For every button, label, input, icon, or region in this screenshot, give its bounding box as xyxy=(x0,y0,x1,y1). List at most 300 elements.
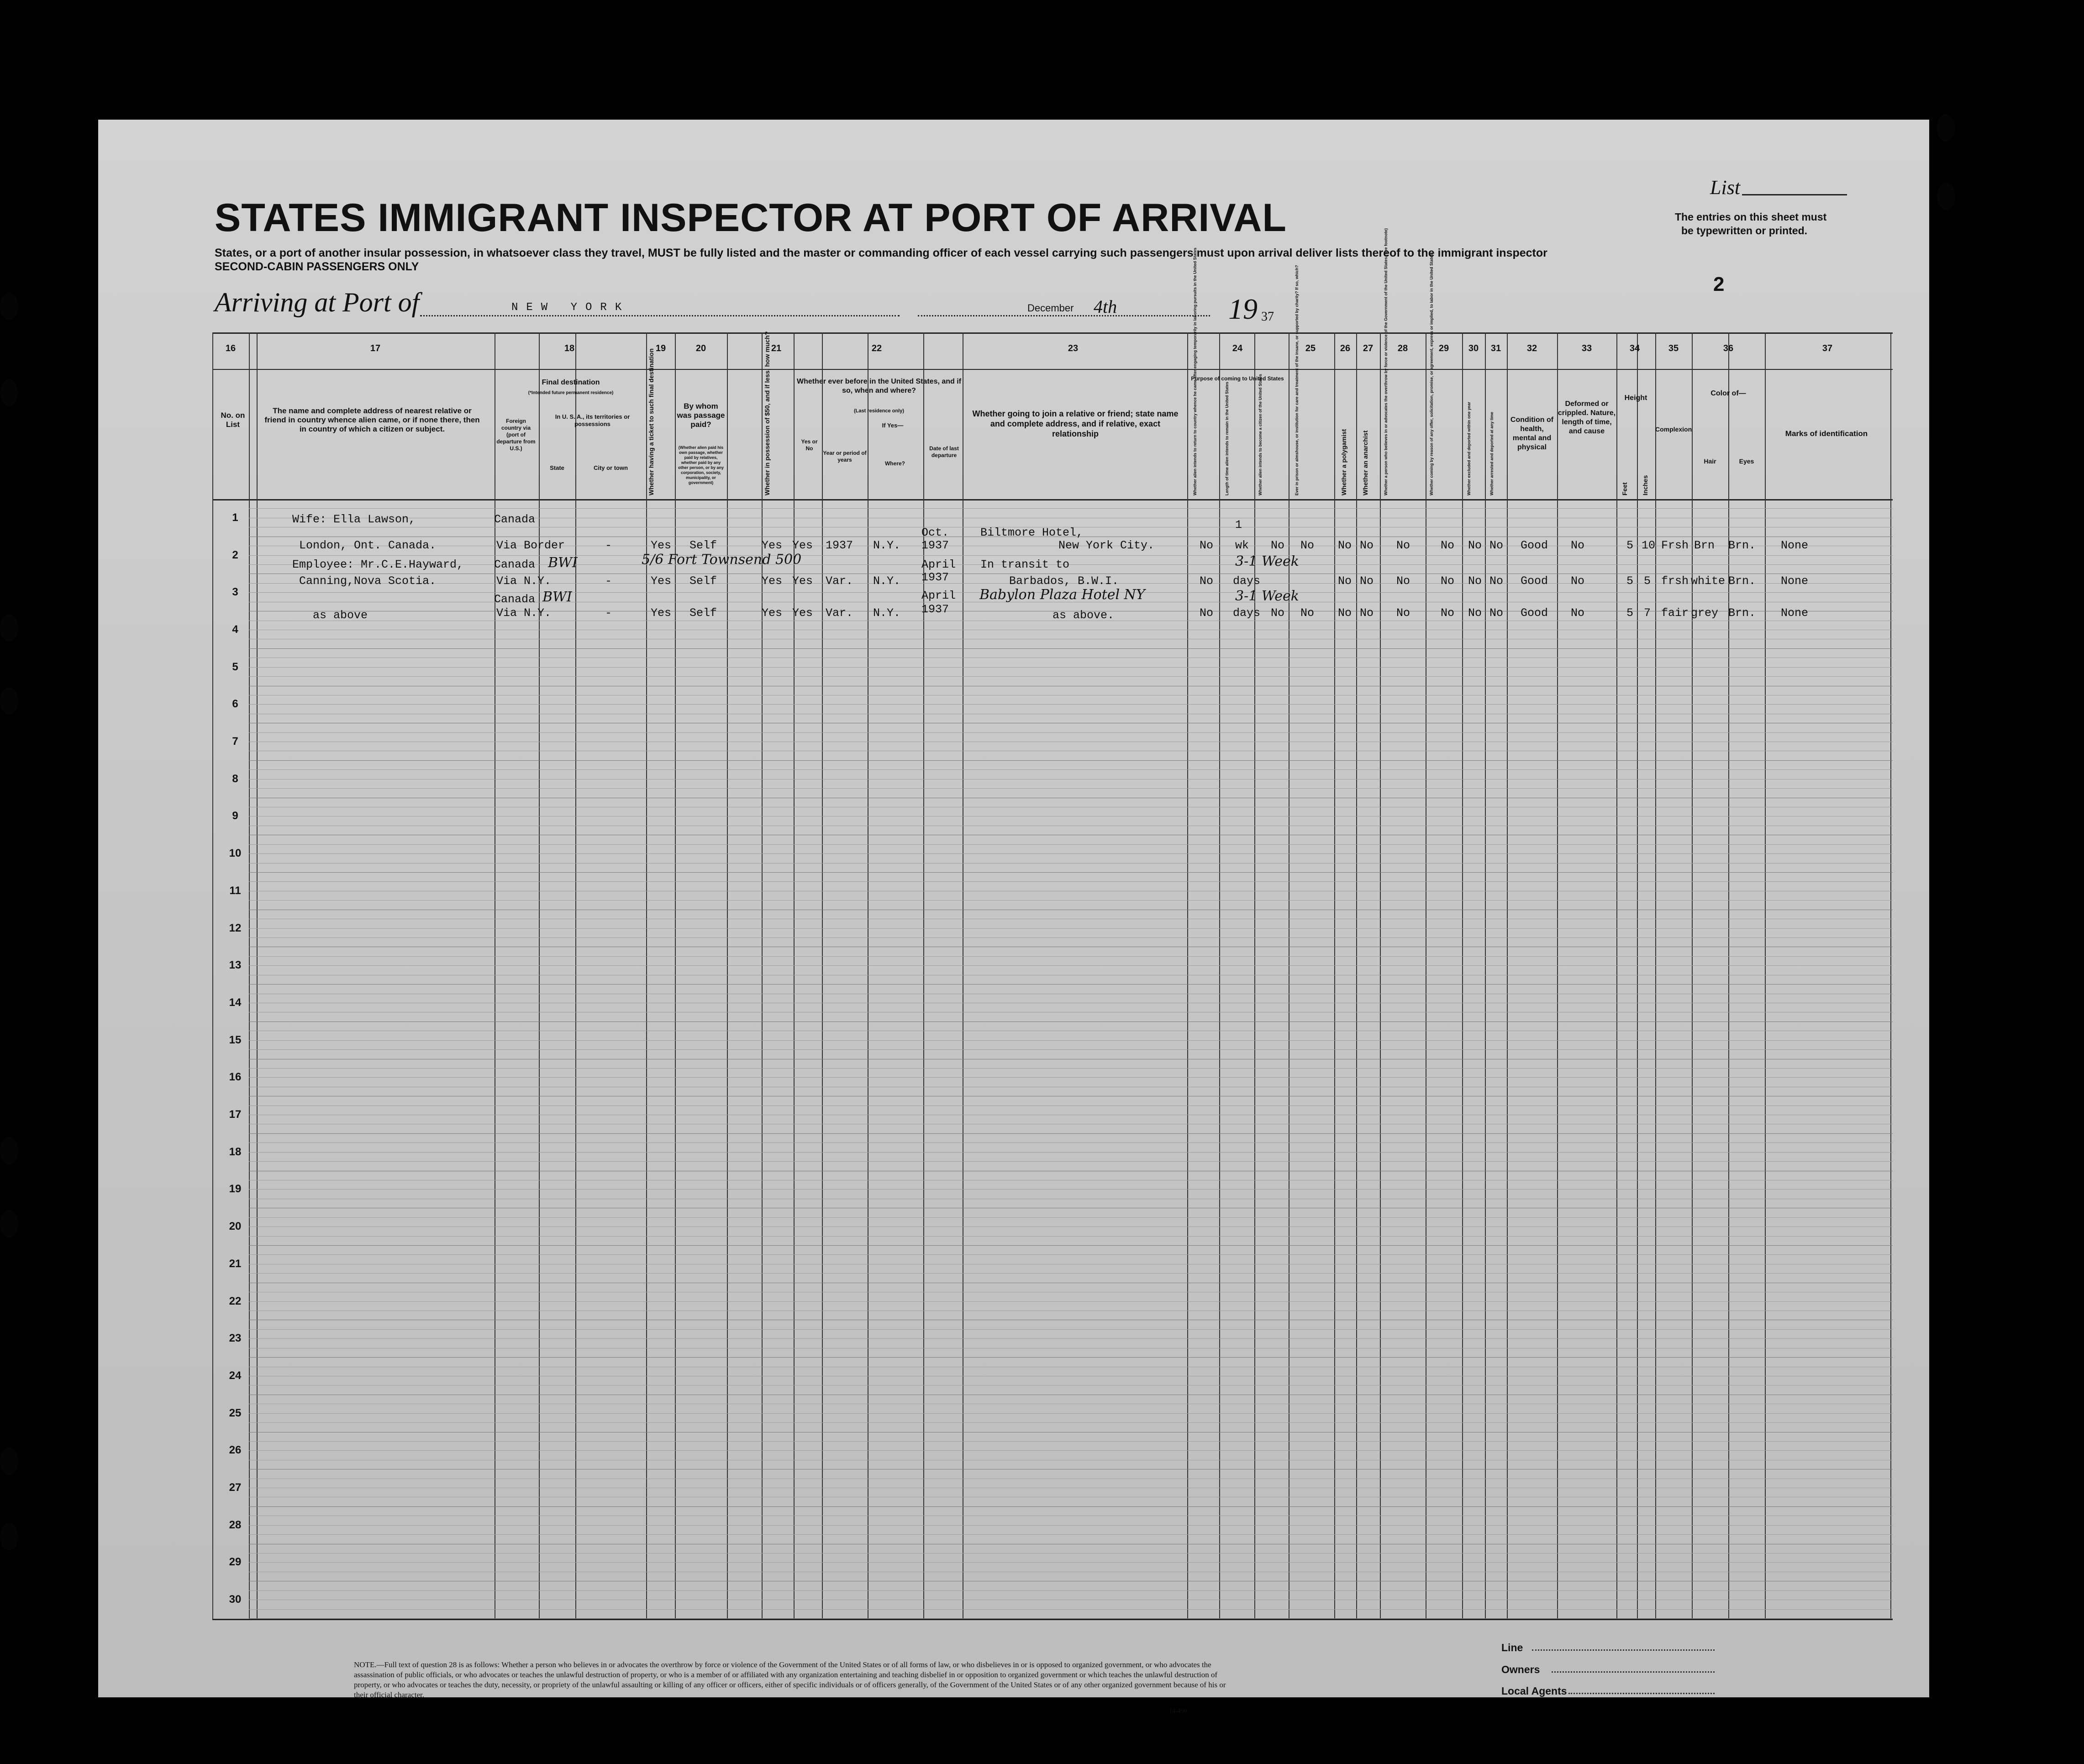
binder-hole xyxy=(0,379,18,406)
binder-hole xyxy=(0,614,18,642)
row3-polygamist: No xyxy=(1338,606,1352,620)
column-rule xyxy=(1692,332,1693,1619)
row1-feet: 5 xyxy=(1626,539,1634,552)
row-number: 11 xyxy=(229,884,241,897)
column-rule xyxy=(1507,332,1508,1619)
row1-deformed: No xyxy=(1571,539,1585,552)
header-purpose-b: Length of time alien intends to remain in the United States xyxy=(1225,381,1229,495)
header-polygamist: Whether a polygamist xyxy=(1340,429,1347,495)
header-usa: In U. S. A., its territories or possessions xyxy=(555,413,630,427)
row1-city: - xyxy=(605,539,612,552)
row-number: 4 xyxy=(232,623,238,636)
row1-prison: No xyxy=(1300,539,1315,552)
row-subrule xyxy=(249,853,1893,854)
row2-anarchist: No xyxy=(1360,574,1374,588)
row3-return: No xyxy=(1200,606,1214,620)
row2-deported: No xyxy=(1489,574,1504,588)
binder-hole xyxy=(0,1448,18,1475)
row2-foreign-line2: Via N.Y. xyxy=(496,574,552,588)
column-rule xyxy=(1356,332,1357,1619)
row-subrule xyxy=(249,956,1893,957)
header-marks: Marks of identification xyxy=(1785,429,1868,438)
row3-paid-by: Self xyxy=(689,606,717,620)
row-subrule xyxy=(249,1301,1893,1302)
row3-complexion: fair xyxy=(1661,606,1689,620)
row-rule xyxy=(249,1245,1893,1246)
row-number: 27 xyxy=(229,1481,242,1494)
row3-deformed: No xyxy=(1571,606,1585,620)
column-number: 25 xyxy=(1305,343,1316,353)
header-deported: Whether arrested and deported at any time xyxy=(1489,411,1494,495)
header-bottom-rule xyxy=(212,499,1893,500)
header-color-of: Color of— xyxy=(1710,390,1746,397)
row1-return: No xyxy=(1200,539,1214,552)
binder-hole xyxy=(1937,183,1955,210)
row3-citizen: No xyxy=(1271,606,1285,620)
row2-complexion: frsh xyxy=(1661,574,1689,588)
row-number: 18 xyxy=(229,1145,242,1158)
column-rule xyxy=(1380,332,1381,1619)
header-paid-by: By whom was passage paid? xyxy=(677,402,725,429)
form-number: 14-490 xyxy=(1169,1708,1187,1715)
owners-label: Owners xyxy=(1501,1664,1540,1675)
row2-foreign-line1: Canada xyxy=(494,558,536,571)
row-number: 1 xyxy=(232,511,238,524)
header-complexion: Complexion xyxy=(1655,426,1692,433)
column-rule xyxy=(822,332,823,1619)
row2-before-yesno: Yes xyxy=(792,574,813,588)
row-number: 23 xyxy=(229,1332,242,1345)
column-rule xyxy=(575,332,576,1619)
row-number: 16 xyxy=(229,1071,242,1084)
column-number: 17 xyxy=(370,343,381,353)
row1-foreign-line2: Via Border xyxy=(496,539,565,552)
row-number: 6 xyxy=(232,698,238,711)
row1-paid-by: Self xyxy=(689,539,717,552)
row1-contract: No xyxy=(1441,539,1455,552)
date-handwritten: 4th xyxy=(1094,296,1117,317)
column-number: 27 xyxy=(1363,343,1374,353)
column-rule xyxy=(1557,332,1558,1619)
manifest-sheet xyxy=(98,120,1929,1697)
row1-join-line1: Biltmore Hotel, xyxy=(980,526,1084,539)
local-agents-label: Local Agents xyxy=(1501,1685,1567,1697)
header-anarchist: Whether an anarchist xyxy=(1362,430,1369,495)
row3-join-handwritten: Babylon Plaza Hotel NY xyxy=(979,587,1145,603)
row-rule xyxy=(249,984,1893,985)
binder-hole xyxy=(0,1137,18,1164)
header-prison: Ever in prison or almshouse, or institution for care and treatment of the insane, or supported by charity? If so, which? xyxy=(1295,265,1299,495)
row-number: 19 xyxy=(229,1183,242,1195)
row2-relative-line2: Canning,Nova Scotia. xyxy=(299,574,437,588)
header-where: Where? xyxy=(884,460,905,467)
header-height: Height xyxy=(1624,394,1647,402)
column-number: 30 xyxy=(1468,343,1479,353)
row1-money: Yes xyxy=(762,539,783,552)
row-number: 8 xyxy=(232,772,238,785)
column-number-rule xyxy=(212,369,1893,370)
row-subrule xyxy=(249,1040,1893,1041)
row1-length-line2: wk xyxy=(1235,539,1249,552)
row1-citizen: No xyxy=(1271,539,1285,552)
column-number: 32 xyxy=(1526,343,1537,353)
row2-deformed: No xyxy=(1571,574,1585,588)
header-purpose: Purpose of coming to United States xyxy=(1191,375,1284,382)
row-subrule xyxy=(249,508,1893,509)
row2-length-handwritten: 3-1 Week xyxy=(1235,553,1299,569)
row2-money: Yes xyxy=(762,574,783,588)
header-money: Whether in possession of $50, and if less, how much? xyxy=(763,331,771,495)
owners-field xyxy=(1552,1671,1715,1673)
year-suffix: 37 xyxy=(1261,310,1274,324)
row2-paid-by: Self xyxy=(689,574,717,588)
page-title: STATES IMMIGRANT INSPECTOR AT PORT OF ARRIVAL xyxy=(215,196,1287,240)
row-rule xyxy=(249,1618,1893,1619)
row3-before-date-line1: April xyxy=(921,589,956,602)
row1-excluded: No xyxy=(1468,539,1482,552)
row-number: 10 xyxy=(229,847,242,860)
row2-contract: No xyxy=(1441,574,1455,588)
row-subrule xyxy=(249,1161,1893,1162)
column-rule xyxy=(1616,332,1617,1619)
column-rule xyxy=(1187,332,1188,1619)
column-rule xyxy=(923,332,924,1619)
binder-hole xyxy=(0,292,18,320)
row-number: 30 xyxy=(229,1593,242,1606)
row3-overthrow: No xyxy=(1396,606,1410,620)
row-subrule xyxy=(249,769,1893,770)
row-number: 2 xyxy=(232,548,238,561)
row-subrule xyxy=(249,1450,1893,1451)
row-number: 13 xyxy=(229,959,242,972)
row2-eyes: Brn. xyxy=(1728,574,1756,588)
row-number: 29 xyxy=(229,1556,242,1569)
row3-relative-line2: as above xyxy=(313,609,368,622)
date-label: December xyxy=(1027,302,1074,314)
header-yes-or-no: Yes or No xyxy=(801,438,818,452)
row2-state-handwritten: BWI xyxy=(548,555,578,571)
row3-money: Yes xyxy=(762,606,783,620)
row-number: 3 xyxy=(232,586,238,599)
column-rule xyxy=(1655,332,1656,1619)
header-eyes: Eyes xyxy=(1739,458,1754,465)
row3-city: - xyxy=(605,606,612,620)
column-rule xyxy=(1219,332,1220,1619)
column-number: 22 xyxy=(871,343,882,353)
row-subrule xyxy=(249,1441,1893,1442)
header-last-departure: Date of last departure xyxy=(929,445,959,458)
row-number: 25 xyxy=(229,1406,242,1419)
row2-before-year: Var. xyxy=(826,574,853,588)
row-subrule xyxy=(249,667,1893,668)
binder-hole xyxy=(0,1523,18,1550)
row3-foreign-line1: Canada xyxy=(494,593,536,606)
header-health: Condition of health, mental and physical xyxy=(1510,416,1554,451)
column-number: 16 xyxy=(225,343,236,353)
header-relative: The name and complete address of nearest relative or friend in country whence alien came, or if none there, then in country of which a citizen or subject. xyxy=(264,406,480,433)
row-number: 22 xyxy=(229,1295,242,1307)
port-line xyxy=(420,315,900,316)
column-rule xyxy=(646,332,647,1619)
year-prefix: 19 xyxy=(1228,293,1258,325)
header-feet: Feet xyxy=(1621,482,1628,495)
row1-health: Good xyxy=(1521,539,1548,552)
row-number: 17 xyxy=(229,1108,242,1121)
column-number: 34 xyxy=(1629,343,1640,353)
row3-before-where: N.Y. xyxy=(873,606,901,620)
column-rule xyxy=(675,332,676,1619)
row1-inches: 10 xyxy=(1642,539,1656,552)
row2-feet: 5 xyxy=(1626,574,1634,588)
column-number: 28 xyxy=(1397,343,1408,353)
column-rule xyxy=(212,332,213,1619)
table-bottom-rule xyxy=(212,1619,1893,1620)
column-rule xyxy=(539,332,540,1619)
row1-before-date-line1: Oct. xyxy=(921,526,949,539)
row2-paid-handwritten: 5/6 Fort Townsend 500 xyxy=(642,552,802,568)
row3-length-handwritten: 3-1 Week xyxy=(1235,588,1299,604)
row2-join-line1: In transit to xyxy=(980,558,1070,571)
row3-contract: No xyxy=(1441,606,1455,620)
row2-join-line2: Barbados, B.W.I. xyxy=(1009,574,1119,588)
header-overthrow: Whether a person who believes in or advocates the overthrow by force or violence of the Government of the United States (See footnote) xyxy=(1384,228,1388,495)
cabin-class-line: SECOND-CABIN PASSENGERS ONLY xyxy=(215,260,419,273)
row2-excluded: No xyxy=(1468,574,1482,588)
column-number: 36 xyxy=(1723,343,1734,353)
column-number: 33 xyxy=(1581,343,1592,353)
column-number: 35 xyxy=(1668,343,1679,353)
row-number: 24 xyxy=(229,1369,242,1382)
row2-inches: 5 xyxy=(1644,574,1651,588)
row1-anarchist: No xyxy=(1360,539,1374,552)
row-subrule xyxy=(249,1590,1893,1591)
row-subrule xyxy=(249,555,1893,556)
row3-join-line2: as above. xyxy=(1053,609,1115,622)
header-excluded: Whether excluded and deported within one year xyxy=(1467,401,1471,495)
header-before-in-us: Whether ever before in the United States, and if so, when and where? xyxy=(796,378,962,395)
column-rule xyxy=(1765,332,1766,1619)
row-subrule xyxy=(249,1217,1893,1218)
row-subrule xyxy=(249,844,1893,845)
row-subrule xyxy=(249,732,1893,733)
row-rule xyxy=(249,1133,1893,1134)
row-subrule xyxy=(249,1254,1893,1255)
row3-state-handwritten: BWI xyxy=(542,589,572,605)
local-agents-field xyxy=(1568,1693,1715,1694)
row2-ticket: Yes xyxy=(651,574,672,588)
row-rule xyxy=(249,648,1893,649)
row3-before-yesno: Yes xyxy=(792,606,813,620)
column-number: 18 xyxy=(564,343,575,353)
header-year: Year or period of years xyxy=(823,450,867,463)
row-number: 26 xyxy=(229,1444,242,1457)
header-join-relative: Whether going to join a relative or friend; state name and complete address, and if relative, exact relationship xyxy=(972,409,1179,438)
row-rule xyxy=(249,760,1893,761)
header-purpose-c: Whether alien intends to become a citizen of the United States xyxy=(1258,374,1263,495)
header-contract-labor: Whether coming by reason of any offer, solicitation, promise, or agreement, express or implied, to labor in the United States xyxy=(1429,253,1434,495)
row2-city: - xyxy=(605,574,612,588)
row-number: 21 xyxy=(229,1257,242,1270)
row3-feet: 5 xyxy=(1626,606,1634,620)
row-subrule xyxy=(249,1413,1893,1414)
row1-foreign-line1: Canada xyxy=(494,513,536,526)
row3-deported: No xyxy=(1489,606,1504,620)
row2-before-where: N.Y. xyxy=(873,574,901,588)
footnote: NOTE.—Full text of question 28 is as follows: Whether a person who believes in or advocates the overthrow by force or violence of the Government of the United States or of all forms of law, or who disbelieves in or is opposed to organized government, or who advocates the assassination of public officials, or who advocates or teaches the unlawful destruction of property, or who is a member of or affiliated with any organization entertaining and teaching disbelief in or opposition to organized government or which teaches the unlawful destruction of property, or who advocates or teaches the duty, necessity, or propriety of the unlawful assaulting or killing of any officer or officers, either of specific individuals or of officers generally, of the Government of the United States or of any other organized government because of his or their official character. xyxy=(354,1660,1226,1699)
row2-before-date-line2: 1937 xyxy=(921,571,949,584)
row-subrule xyxy=(249,1189,1893,1190)
list-label: List xyxy=(1710,176,1741,199)
row-subrule xyxy=(249,1525,1893,1526)
column-rule xyxy=(249,332,250,1619)
row-subrule xyxy=(249,704,1893,705)
row1-before-where: N.Y. xyxy=(873,539,901,552)
row1-complexion: Frsh xyxy=(1661,539,1689,552)
row-rule xyxy=(249,872,1893,873)
row3-length-line2: days xyxy=(1233,606,1261,620)
header-purpose-a: Whether alien intends to return to country whence he came after engaging temporarily in laboring pursuits in the United States xyxy=(1193,247,1197,495)
column-rule xyxy=(1485,332,1486,1619)
port-value: NEW YORK xyxy=(511,301,630,314)
row-subrule xyxy=(249,1338,1893,1339)
row-subrule xyxy=(249,1273,1893,1274)
row-number: 20 xyxy=(229,1220,242,1233)
column-number: 37 xyxy=(1822,343,1833,353)
header-ticket: Whether having a ticket to such final destination xyxy=(647,348,655,495)
row-subrule xyxy=(249,1422,1893,1423)
column-number: 24 xyxy=(1232,343,1243,353)
row1-before-date-line2: 1937 xyxy=(921,539,949,552)
row3-health: Good xyxy=(1521,606,1548,620)
line-label: Line xyxy=(1501,1642,1523,1653)
header-paid-by-sub: (Whether alien paid his own passage, whether paid by relatives, whether paid by any other person, or by any corporation, society, municipality, or government) xyxy=(678,445,724,485)
column-number: 23 xyxy=(1068,343,1079,353)
column-rule xyxy=(257,332,258,1619)
row2-hair: white xyxy=(1691,574,1726,588)
header-deformed: Deformed or crippled. Nature, length of time, and cause xyxy=(1558,400,1616,435)
column-rule xyxy=(1254,332,1255,1619)
row3-eyes: Brn. xyxy=(1728,606,1756,620)
column-rule xyxy=(1728,332,1729,1619)
column-rule xyxy=(727,332,728,1619)
column-number: 21 xyxy=(771,343,782,353)
row-number: 5 xyxy=(232,660,238,673)
row2-polygamist: No xyxy=(1338,574,1352,588)
row-subrule xyxy=(249,1236,1893,1237)
entries-note xyxy=(1675,210,1826,237)
header-state: State xyxy=(550,464,564,471)
row1-polygamist: No xyxy=(1338,539,1352,552)
header-no-on-list: No. on List xyxy=(221,411,245,429)
row3-anarchist: No xyxy=(1360,606,1374,620)
header-final-destination-sub: (*Intended future permanent residence) xyxy=(528,390,614,395)
row3-foreign-line2: Via N.Y. xyxy=(496,606,552,620)
column-rule xyxy=(762,332,763,1619)
row-subrule xyxy=(249,928,1893,929)
binder-hole xyxy=(0,1210,18,1237)
row2-relative-line1: Employee: Mr.C.E.Hayward, xyxy=(292,558,464,571)
row-number: 9 xyxy=(232,810,238,822)
row3-marks: None xyxy=(1781,606,1809,620)
row-subrule xyxy=(249,1609,1893,1610)
header-foreign-country: Foreign country via (port of departure from U.S.) xyxy=(496,418,536,452)
row3-hair: grey xyxy=(1691,606,1719,620)
row3-excluded: No xyxy=(1468,606,1482,620)
column-number: 19 xyxy=(655,343,666,353)
column-rule xyxy=(1637,332,1638,1619)
row1-length-line1: 1 xyxy=(1235,518,1242,532)
row2-marks: None xyxy=(1781,574,1809,588)
column-rule xyxy=(794,332,795,1619)
row-subrule xyxy=(249,881,1893,882)
row-subrule xyxy=(249,937,1893,938)
row-subrule xyxy=(249,1049,1893,1050)
entries-note-line2: be typewritten or printed. xyxy=(1681,225,1808,237)
row2-before-date-line1: April xyxy=(921,558,956,571)
row1-ticket: Yes xyxy=(651,539,672,552)
row1-relative-line1: Wife: Ella Lawson, xyxy=(292,513,416,526)
header-inches: Inches xyxy=(1642,475,1649,495)
row-subrule xyxy=(249,1534,1893,1535)
list-number-line xyxy=(1742,194,1847,195)
column-number: 20 xyxy=(695,343,706,353)
row-subrule xyxy=(249,1077,1893,1078)
row-subrule xyxy=(249,965,1893,966)
row-subrule xyxy=(249,1152,1893,1153)
binder-hole xyxy=(0,687,18,715)
row3-prison: No xyxy=(1300,606,1315,620)
row3-ticket: Yes xyxy=(651,606,672,620)
row-number: 28 xyxy=(229,1518,242,1531)
column-number: 31 xyxy=(1490,343,1501,353)
header-before-sub: (Last residence only) xyxy=(853,408,905,414)
row-number: 12 xyxy=(229,921,242,934)
line-field xyxy=(1532,1649,1715,1651)
port-label: Arriving at Port of xyxy=(215,287,420,317)
row1-deported: No xyxy=(1489,539,1504,552)
row2-return: No xyxy=(1200,574,1214,588)
row3-inches: 7 xyxy=(1644,606,1651,620)
row-number: 14 xyxy=(229,996,242,1009)
header-hair: Hair xyxy=(1704,458,1716,465)
row1-before-year: 1937 xyxy=(826,539,853,552)
column-number: 26 xyxy=(1340,343,1351,353)
row3-before-date-line2: 1937 xyxy=(921,603,949,616)
row-subrule xyxy=(249,1068,1893,1069)
column-number: 29 xyxy=(1438,343,1449,353)
row2-length-line2: days xyxy=(1233,574,1261,588)
row-number: 7 xyxy=(232,735,238,748)
row-subrule xyxy=(249,788,1893,789)
column-rule xyxy=(1462,332,1463,1619)
row-subrule xyxy=(249,863,1893,864)
row1-before-yesno: Yes xyxy=(792,539,813,552)
row1-eyes: Brn. xyxy=(1728,539,1756,552)
column-rule xyxy=(1334,332,1335,1619)
binder-hole xyxy=(1937,114,1955,142)
row2-overthrow: No xyxy=(1396,574,1410,588)
table-top-rule xyxy=(212,332,1893,334)
row1-marks: None xyxy=(1781,539,1809,552)
header-if-yes: If Yes— xyxy=(882,422,904,429)
date-line xyxy=(918,315,1210,316)
header-city: City or town xyxy=(593,464,628,471)
row1-relative-line2: London, Ont. Canada. xyxy=(299,539,437,552)
entries-note-line1: The entries on this sheet must xyxy=(1675,211,1827,223)
row3-before-year: Var. xyxy=(826,606,853,620)
row1-join-line2: New York City. xyxy=(1058,539,1155,552)
row1-overthrow: No xyxy=(1396,539,1410,552)
